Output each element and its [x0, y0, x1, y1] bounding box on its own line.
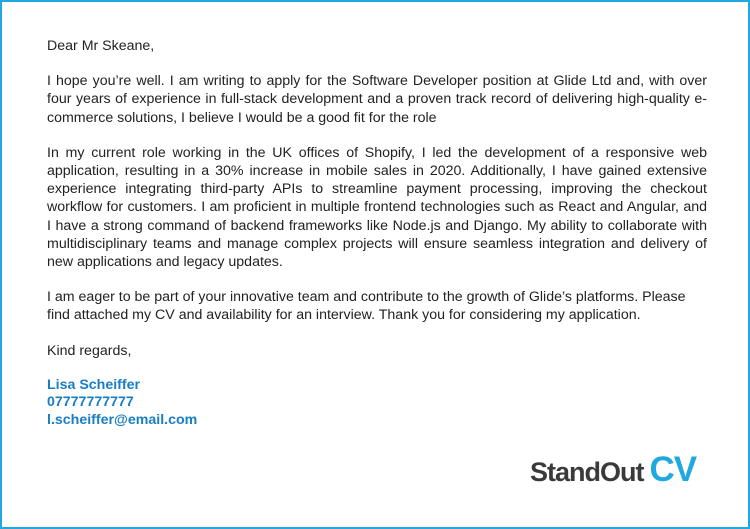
logo-accent: CV	[649, 450, 697, 489]
standout-cv-logo	[530, 450, 696, 494]
logo-word: StandOut	[530, 457, 644, 487]
paragraph-intro: I hope you’re well. I am writing to apply for the Software Developer position at Glide Ltd and, with over four years of experience in full-stack development and a proven track record of delivering high-quality e-commerce solutions, I believe I would be a good fit for the role	[47, 73, 707, 126]
signature-phone: 07777777777	[47, 394, 134, 411]
signature-email: l.scheiffer@email.com	[47, 411, 198, 428]
paragraph-experience: In my current role working in the UK offices of Shopify, I led the development of a responsive web application, resulting in a 30% increase in mobile sales in 2020. Additionally, I have gained extensive experience integrating third-party APIs to streamline payment processing, improving the checkout workflow for customers. I am proficient in multiple frontend technologies such as React and Angular, and I have a strong command of backend frameworks like Node.js and Django. My ability to collaborate with multidisciplinary teams and manage complex projects will ensure seamless integration and delivery of new applications and legacy updates.	[47, 144, 707, 271]
closing: Kind regards,	[47, 342, 132, 359]
signature-block	[47, 377, 707, 430]
letter-body	[47, 37, 707, 429]
signature-name: Lisa Scheiffer	[47, 376, 141, 393]
paragraph-conclusion: I am eager to be part of your innovative team and contribute to the growth of Glide’s platforms. Please find attached my CV and availability for an interview. Thank you for considering my application.	[47, 289, 686, 324]
salutation: Dear Mr Skeane,	[47, 38, 155, 54]
